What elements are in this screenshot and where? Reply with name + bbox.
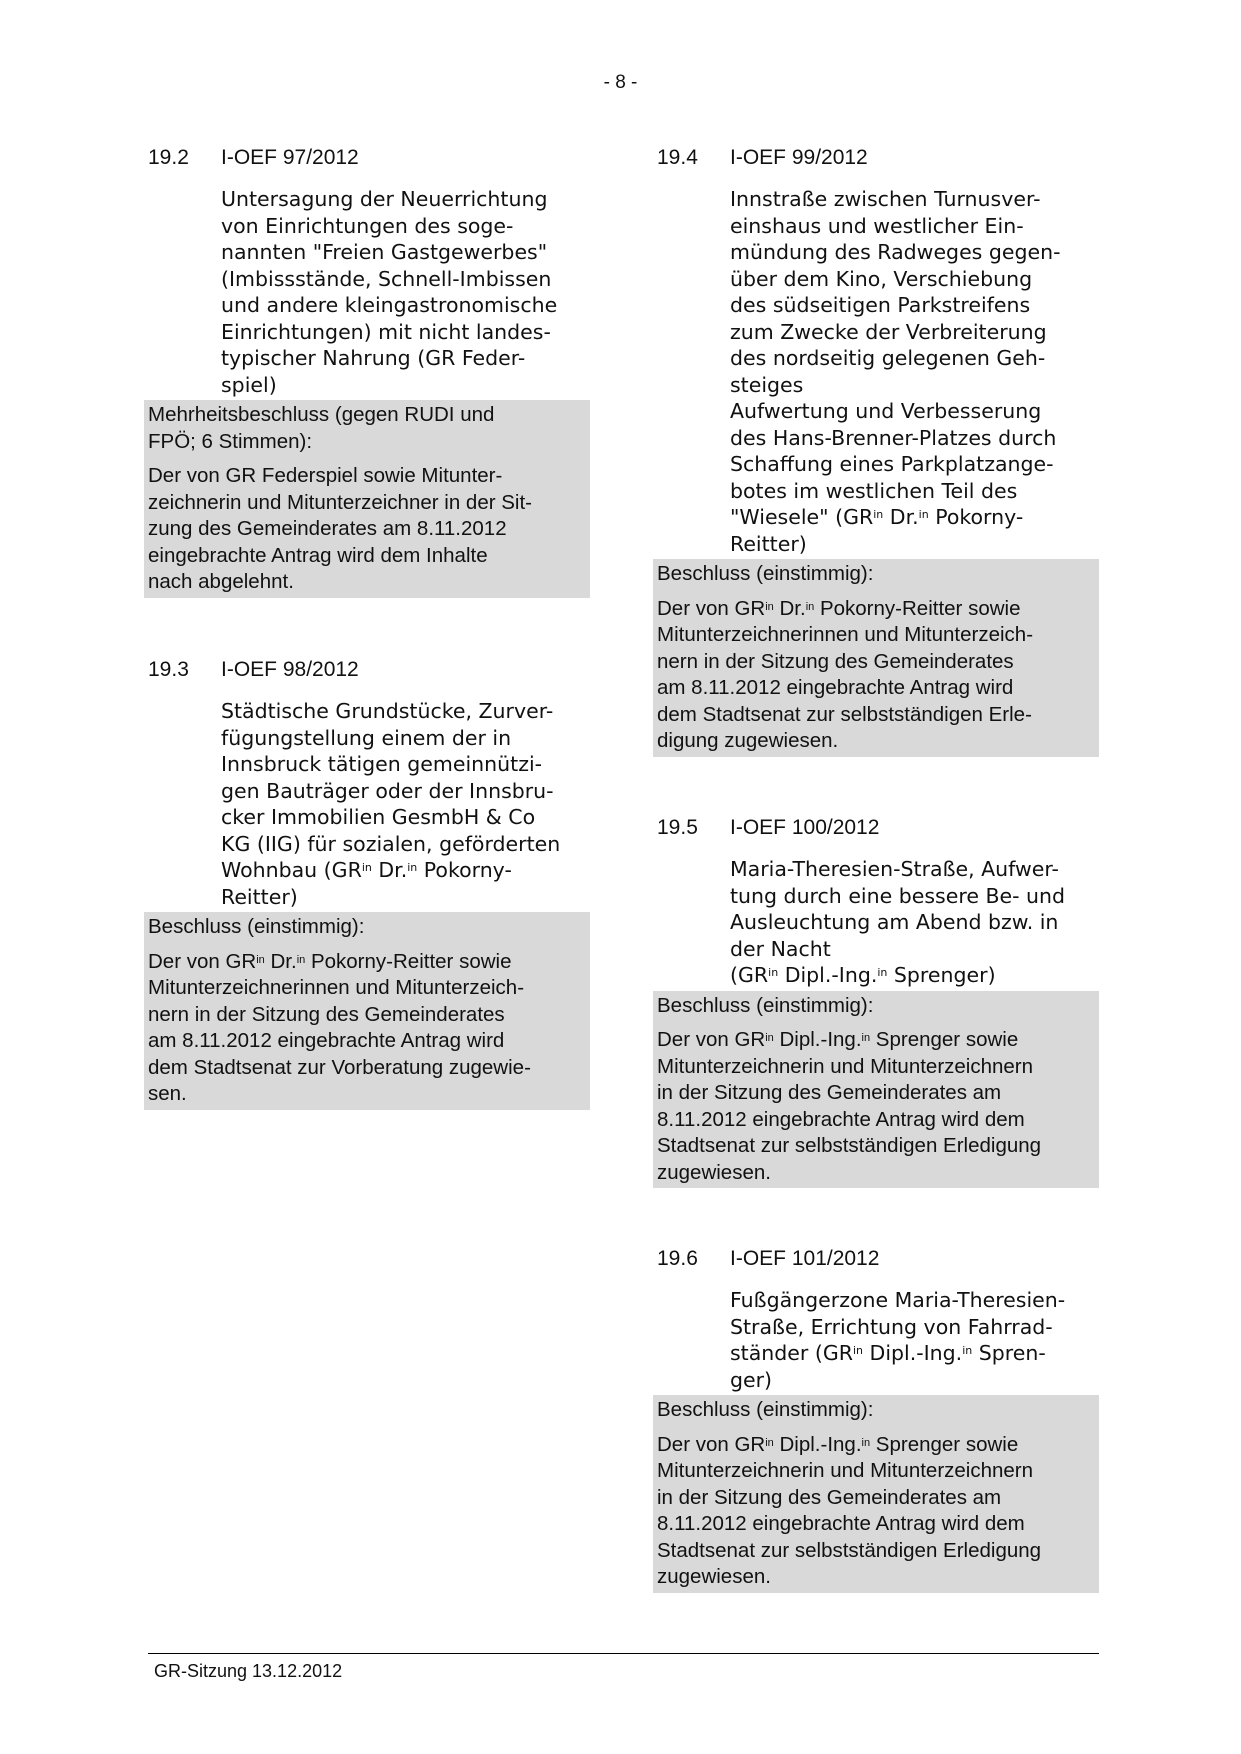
text-line: Aufwertung und Verbesserung bbox=[730, 399, 1042, 423]
text-line: in der Sitzung des Gemeinderates am bbox=[657, 1081, 1002, 1104]
item-code: I-OEF 101/2012 bbox=[730, 1247, 880, 1270]
text-line: Fußgängerzone Maria-Theresien- bbox=[730, 1288, 1066, 1312]
text-line: nern in der Sitzung des Gemeinderates bbox=[657, 649, 1014, 673]
text-line: von Einrichtungen des soge- bbox=[221, 213, 514, 238]
text-line: Einrichtungen) mit nicht landes- bbox=[221, 319, 551, 344]
item-code: I-OEF 99/2012 bbox=[730, 146, 868, 169]
item-number: 19.2 bbox=[148, 146, 189, 169]
text-line: Reitter) bbox=[730, 531, 807, 556]
agenda-item-19-5 bbox=[653, 816, 1099, 1188]
text-line: ständer ($GR^{in}$ Dipl.-Ing.$^{in}$ Spren- bbox=[730, 1341, 1046, 1365]
text-line: steiges bbox=[730, 372, 804, 397]
text-line: eingebrachte Antrag wird dem Inhalte bbox=[148, 543, 488, 567]
text-line: Mitunterzeichnerin und Mitunterzeichnern bbox=[657, 1054, 1034, 1078]
text-line: Der von $GR^{in}$ Dipl.-Ing.$^{in}$ Sprenger sowie bbox=[657, 1028, 1019, 1051]
text-line: digung zugewiesen. bbox=[657, 729, 839, 752]
decision-text bbox=[148, 463, 586, 596]
decision-text bbox=[657, 1432, 1095, 1591]
item-code: I-OEF 98/2012 bbox=[221, 658, 359, 681]
text-line: Beschluss (einstimmig): bbox=[657, 993, 874, 1017]
decision-box bbox=[653, 991, 1099, 1189]
text-line: 8.11.2012 eingebrachte Antrag wird dem bbox=[657, 1512, 1025, 1535]
item-header bbox=[653, 816, 1099, 846]
text-line: botes im westlichen Teil des bbox=[730, 478, 1018, 503]
text-line: "Wiesele" ($GR^{in}$ Dr.$^{in}$ Pokorny- bbox=[730, 505, 1024, 529]
text-line: 8.11.2012 eingebrachte Antrag wird dem bbox=[657, 1107, 1025, 1131]
text-line: Der von $GR^{in}$ Dr.$^{in}$ Pokorny-Reitter sowie bbox=[148, 949, 512, 973]
decision-box bbox=[144, 400, 590, 598]
text-line: nern in der Sitzung des Gemeinderates bbox=[148, 1002, 505, 1026]
agenda-item-19-2 bbox=[144, 146, 590, 598]
item-header bbox=[144, 146, 590, 176]
text-line: Mitunterzeichnerinnen und Mitunterzeich- bbox=[657, 623, 1034, 646]
agenda-item-19-6 bbox=[653, 1247, 1099, 1593]
decision-label bbox=[148, 402, 586, 455]
text-line: KG (IIG) für sozialen, geförderten bbox=[221, 831, 561, 856]
item-subject bbox=[221, 698, 590, 910]
text-line: fügungstellung einem der in bbox=[221, 725, 512, 750]
text-line: FPÖ; 6 Stimmen): bbox=[148, 429, 313, 453]
decision-box bbox=[653, 1395, 1099, 1593]
text-line: Reitter) bbox=[221, 884, 298, 909]
decision-box bbox=[144, 912, 590, 1110]
text-line: Maria-Theresien-Straße, Aufwer- bbox=[730, 857, 1059, 881]
text-line: zugewiesen. bbox=[657, 1565, 771, 1588]
text-line: Städtische Grundstücke, Zurver- bbox=[221, 699, 554, 723]
text-line: Innstraße zwischen Turnusver- bbox=[730, 187, 1041, 211]
text-line: Mitunterzeichnerin und Mitunterzeichnern bbox=[657, 1459, 1034, 1482]
text-line: Ausleuchtung am Abend bzw. in bbox=[730, 910, 1059, 934]
text-line: Schaffung eines Parkplatzange- bbox=[730, 452, 1054, 476]
text-line: Beschluss (einstimmig): bbox=[148, 915, 365, 938]
text-line: Der von $GR^{in}$ Dr.$^{in}$ Pokorny-Reitter sowie bbox=[657, 596, 1021, 620]
text-line: zung des Gemeinderates am 8.11.2012 bbox=[148, 517, 507, 540]
text-line: ($GR^{in}$ Dipl.-Ing.$^{in}$ Sprenger) bbox=[730, 963, 996, 987]
item-header bbox=[653, 1247, 1099, 1277]
text-line: nannten "Freien Gastgewerbes" bbox=[221, 240, 548, 264]
text-line: spiel) bbox=[221, 372, 277, 397]
text-line: des südseitigen Parkstreifens bbox=[730, 293, 1031, 317]
text-line: dem Stadtsenat zur Vorberatung zugewie- bbox=[148, 1055, 531, 1079]
text-line: des Hans-Brenner-Platzes durch bbox=[730, 425, 1057, 450]
text-line: Stadtsenat zur selbstständigen Erledigung bbox=[657, 1538, 1042, 1562]
text-line: dem Stadtsenat zur selbstständigen Erle- bbox=[657, 702, 1032, 726]
text-line: zugewiesen. bbox=[657, 1160, 771, 1184]
text-line: Wohnbau ($GR^{in}$ Dr.$^{in}$ Pokorny- bbox=[221, 858, 512, 882]
item-number: 19.3 bbox=[148, 658, 189, 681]
text-line: nach abgelehnt. bbox=[148, 570, 294, 593]
agenda-item-19-4 bbox=[653, 146, 1099, 757]
item-number: 19.6 bbox=[657, 1247, 698, 1270]
text-line: Mitunterzeichnerinnen und Mitunterzeich- bbox=[148, 976, 525, 999]
footer-text: GR-Sitzung 13.12.2012 bbox=[154, 1661, 343, 1681]
text-line: Straße, Errichtung von Fahrrad- bbox=[730, 1314, 1053, 1339]
text-line: Der von GR Federspiel sowie Mitunter- bbox=[148, 464, 503, 487]
text-line: tung durch eine bessere Be- und bbox=[730, 883, 1066, 908]
text-line: Untersagung der Neuerrichtung bbox=[221, 187, 548, 211]
text-line: zeichnerin und Mitunterzeichner in der Sit- bbox=[148, 490, 532, 514]
decision-label bbox=[148, 914, 586, 941]
agenda-item-19-3 bbox=[144, 658, 590, 1110]
item-code: I-OEF 100/2012 bbox=[730, 816, 880, 839]
text-line: des nordseitig gelegenen Geh- bbox=[730, 346, 1046, 370]
text-line: Innsbruck tätigen gemeinnützi- bbox=[221, 752, 543, 776]
item-subject bbox=[730, 1287, 1099, 1393]
text-line: und andere kleingastronomische bbox=[221, 293, 558, 317]
text-line: mündung des Radweges gegen- bbox=[730, 240, 1061, 264]
item-number: 19.5 bbox=[657, 816, 698, 839]
text-line: (Imbissstände, Schnell-Imbissen bbox=[221, 266, 552, 291]
decision-label bbox=[657, 993, 1095, 1020]
text-line: am 8.11.2012 eingebrachte Antrag wird bbox=[148, 1029, 505, 1052]
text-line: in der Sitzung des Gemeinderates am bbox=[657, 1485, 1002, 1509]
text-line: der Nacht bbox=[730, 936, 831, 961]
page-number: - 8 - bbox=[603, 72, 638, 93]
decision-label bbox=[657, 561, 1095, 588]
footer-rule bbox=[148, 1653, 1099, 1654]
decision-text bbox=[657, 1027, 1095, 1186]
item-subject bbox=[221, 186, 590, 398]
item-number: 19.4 bbox=[657, 146, 698, 169]
text-line: cker Immobilien GesmbH & Co bbox=[221, 805, 536, 829]
item-subject bbox=[730, 856, 1099, 989]
text-line: gen Bauträger oder der Innsbru- bbox=[221, 778, 554, 803]
text-line: ger) bbox=[730, 1367, 773, 1392]
text-line: Beschluss (einstimmig): bbox=[657, 1398, 874, 1421]
item-subject bbox=[730, 186, 1099, 557]
decision-box bbox=[653, 559, 1099, 757]
decision-text bbox=[657, 596, 1095, 755]
text-line: sen. bbox=[148, 1082, 187, 1105]
text-line: über dem Kino, Verschiebung bbox=[730, 266, 1033, 291]
decision-text bbox=[148, 949, 586, 1108]
text-line: zum Zwecke der Verbreiterung bbox=[730, 319, 1047, 344]
item-header bbox=[653, 146, 1099, 176]
text-line: Stadtsenat zur selbstständigen Erledigung bbox=[657, 1134, 1042, 1157]
text-line: typischer Nahrung (GR Feder- bbox=[221, 346, 526, 370]
decision-label bbox=[657, 1397, 1095, 1424]
text-line: Beschluss (einstimmig): bbox=[657, 562, 874, 585]
item-header bbox=[144, 658, 590, 688]
text-line: am 8.11.2012 eingebrachte Antrag wird bbox=[657, 676, 1014, 699]
text-line: einshaus und westlicher Ein- bbox=[730, 213, 1024, 238]
text-line: Der von $GR^{in}$ Dipl.-Ing.$^{in}$ Sprenger sowie bbox=[657, 1432, 1019, 1456]
item-code: I-OEF 97/2012 bbox=[221, 146, 359, 169]
text-line: Mehrheitsbeschluss (gegen RUDI und bbox=[148, 403, 495, 426]
